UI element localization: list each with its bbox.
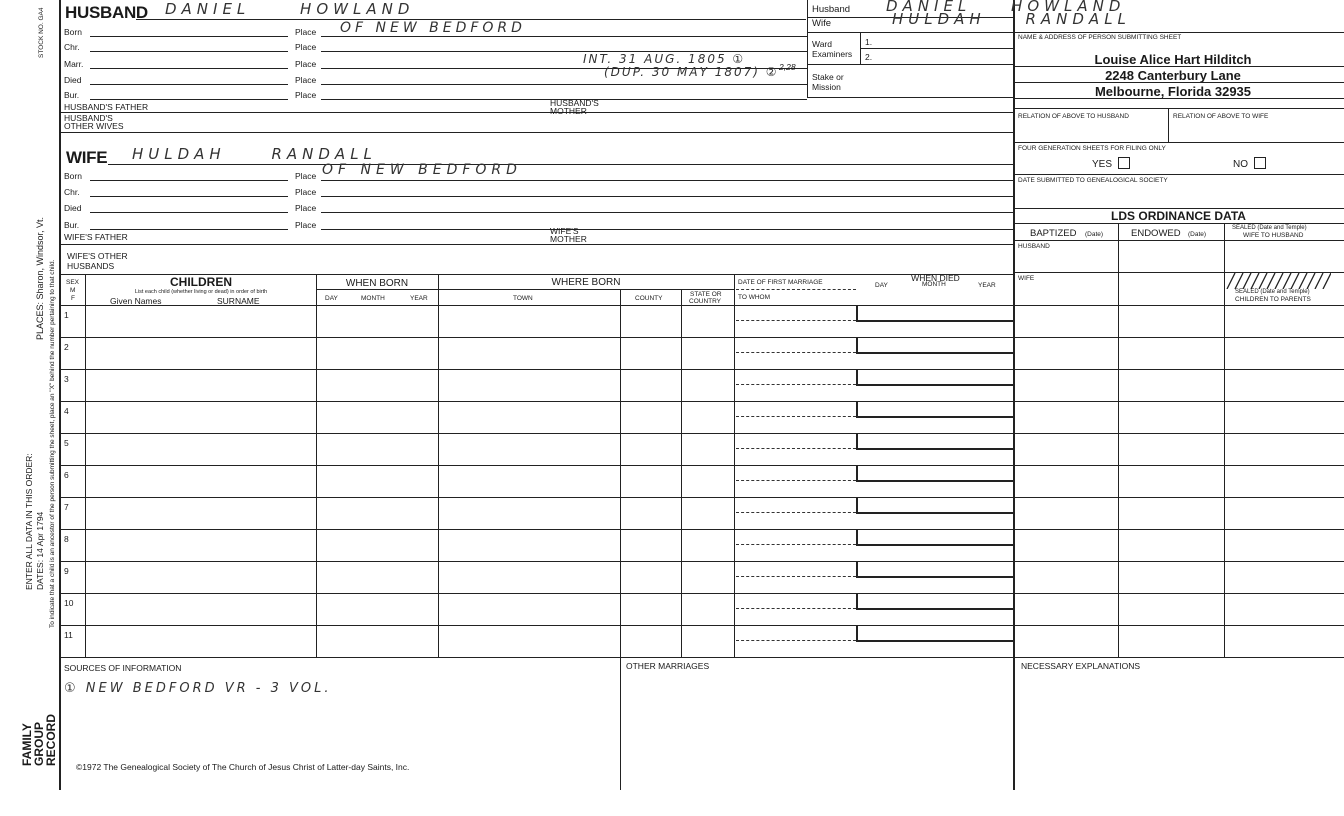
sex-header: SEX: [66, 279, 80, 286]
wife-bur-label: Bur.: [64, 220, 80, 230]
husband-died-label: Died: [64, 75, 82, 85]
child-died-line: [856, 320, 1013, 322]
header-husband-label: Husband: [812, 4, 851, 15]
header-wife-label: Wife: [812, 18, 831, 29]
submitter-city-line: [1013, 98, 1344, 99]
county-header: COUNTY: [635, 295, 663, 302]
footer-divider: [620, 657, 621, 790]
lds-sealed-children-1: SEALED (Date and Temple): [1235, 289, 1310, 295]
four-gen-bottom: [1013, 174, 1344, 175]
date-submitted-label: DATE SUBMITTED TO GENEALOGICAL SOCIETY: [1018, 177, 1168, 184]
husband-chr-line[interactable]: [90, 51, 288, 52]
husband-mother-label: HUSBAND'S MOTHER: [550, 98, 599, 116]
dates-instruction: DATES: 14 Apr 1794: [35, 511, 45, 590]
right-top-line: [1013, 32, 1344, 33]
submitter-name: Louise Alice Hart Hilditch: [1094, 52, 1252, 67]
wife-born-place-label: Place: [295, 171, 317, 181]
indicate-instruction: To indicate that a child is an ancestor of the person submitting the sheet, place an "X" behind the number pertaining to that child.: [49, 259, 56, 628]
town-header: TOWN: [513, 295, 533, 302]
wife-born-place-line[interactable]: [321, 180, 1013, 181]
wife-chr-line[interactable]: [90, 196, 288, 197]
child-marriage-dash: [736, 384, 856, 385]
lds-title: LDS ORDINANCE DATA: [1111, 209, 1246, 223]
child-died-line: [856, 352, 1013, 354]
child-died-notch: [856, 402, 858, 417]
child-died-line: [856, 416, 1013, 418]
state-header-1: STATE OR: [690, 291, 722, 298]
child-died-notch: [856, 466, 858, 481]
wife-name: HULDAH RANDALL: [132, 145, 377, 163]
child-died-notch: [856, 498, 858, 513]
husband-born-label: Born: [64, 27, 82, 37]
other-marriages-label: OTHER MARRIAGES: [626, 661, 710, 671]
when-born-sub-line: [316, 289, 438, 290]
husband-marr-line[interactable]: [90, 68, 288, 69]
children-header: CHILDREN: [170, 275, 232, 289]
husband-bur-place-label: Place: [295, 90, 317, 100]
child-row-number: 7: [64, 502, 69, 512]
child-died-notch: [856, 594, 858, 609]
children-list-note: List each child (whether living or dead) in order of birth: [134, 289, 268, 295]
child-died-notch: [856, 306, 858, 321]
husband-born-place-line[interactable]: [321, 36, 807, 37]
header-wife-value: HULDAH RANDALL: [892, 10, 1131, 28]
wife-heading: WIFE: [66, 148, 108, 167]
child-died-line: [856, 384, 1013, 386]
husband-marr-note-2: (DUP. 30 MAY 1807) ②: [604, 65, 779, 79]
first-marriage-header: DATE OF FIRST MARRIAGE: [738, 279, 823, 286]
header-husband-value: DANIEL HOWLAND: [886, 0, 1126, 15]
husband-died-place-label: Place: [295, 75, 317, 85]
sealed-hatch: [1225, 273, 1331, 289]
lds-baptized-date-tag: (Date): [1085, 231, 1104, 238]
child-marriage-dash: [736, 608, 856, 609]
child-died-notch: [856, 562, 858, 577]
wife-born-place: OF NEW BEDFORD: [322, 162, 522, 178]
wife-chr-place-line[interactable]: [321, 196, 1013, 197]
examiner-2-line: [807, 64, 1013, 65]
sources-text: ① NEW BEDFORD VR - 3 VOL.: [64, 681, 332, 696]
wife-born-label: Born: [64, 171, 82, 181]
header-wife-line: [807, 32, 1013, 33]
child-marriage-dash: [736, 352, 856, 353]
lds-husband-row: HUSBAND: [1018, 243, 1050, 250]
husband-father-label: HUSBAND'S FATHER: [64, 102, 149, 112]
child-row-number: 10: [64, 598, 74, 608]
lds-endowed-date-tag: (Date): [1188, 231, 1207, 238]
when-born-header: WHEN BORN: [345, 278, 409, 289]
enter-all-instruction: ENTER ALL DATA IN THIS ORDER:: [24, 453, 34, 590]
child-row-number: 4: [64, 406, 69, 416]
born-month-header: MONTH: [361, 295, 385, 302]
child-died-line: [856, 448, 1013, 450]
four-gen-label: FOUR GENERATION SHEETS FOR FILING ONLY: [1018, 145, 1166, 152]
relation-wife-label: RELATION OF ABOVE TO WIFE: [1173, 113, 1269, 120]
wife-chr-place-label: Place: [295, 187, 317, 197]
child-died-notch: [856, 530, 858, 545]
child-died-notch: [856, 434, 858, 449]
husband-bur-line[interactable]: [90, 99, 288, 100]
stock-number: STOCK NO. GA4: [38, 7, 45, 58]
husband-heading: HUSBAND: [65, 3, 148, 22]
child-died-line: [856, 480, 1013, 482]
husband-bur-label: Bur.: [64, 90, 80, 100]
form-title-line3: RECORD: [44, 713, 58, 766]
husband-died-place-line[interactable]: [321, 84, 807, 85]
surname-header: SURNAME: [217, 296, 260, 306]
form-title-line2: GROUP: [32, 721, 46, 766]
child-row-number: 3: [64, 374, 69, 384]
died-month-header: MONTH: [922, 281, 946, 288]
ward-label: Ward: [812, 39, 832, 49]
wife-mother-label: WIFE'S MOTHER: [550, 226, 587, 244]
submitter-street-line: [1013, 82, 1344, 83]
submitter-street: 2248 Canterbury Lane: [1105, 68, 1241, 83]
child-died-notch: [856, 370, 858, 385]
examiner-1: 1.: [865, 37, 873, 47]
places-instruction: PLACES: Sharon, Windsor, Vt.: [35, 216, 45, 340]
form-title-line1: FAMILY: [20, 723, 34, 766]
wife-died-line[interactable]: [90, 212, 288, 213]
lds-wife-row: WIFE: [1018, 275, 1035, 282]
child-row-number: 9: [64, 566, 69, 576]
wife-father-label: WIFE'S FATHER: [64, 232, 128, 242]
header-right-divider: [807, 0, 808, 97]
examiner-1-line: [860, 48, 1013, 49]
submitter-label: NAME & ADDRESS OF PERSON SUBMITTING SHEET: [1018, 34, 1182, 41]
wife-died-place-label: Place: [295, 203, 317, 213]
husband-other-wives-label: HUSBAND'S OTHER WIVES: [64, 113, 124, 131]
sources-label: SOURCES OF INFORMATION: [64, 663, 182, 673]
wife-father-line: [60, 244, 1013, 245]
child-marriage-dash: [736, 512, 856, 513]
child-row-number: 11: [64, 630, 73, 640]
child-died-line: [856, 544, 1013, 546]
child-row-number: 1: [64, 310, 69, 320]
when-died-header: WHEN DIED: [911, 273, 960, 283]
lds-endowed: ENDOWED: [1131, 228, 1181, 239]
examiners-label: Examiners: [812, 49, 853, 59]
explanations-label: NECESSARY EXPLANATIONS: [1021, 661, 1141, 671]
child-marriage-dash: [736, 640, 856, 641]
wife-died-place-line[interactable]: [321, 212, 1013, 213]
died-year-header: YEAR: [978, 282, 996, 289]
died-day-header: DAY: [875, 282, 888, 289]
husband-chr-place-label: Place: [295, 42, 317, 52]
lds-wife-bottom: [1013, 305, 1344, 306]
given-names-header: Given Names: [110, 296, 162, 306]
child-marriage-dash: [736, 320, 856, 321]
relation-divider: [1168, 108, 1169, 142]
lds-header-bottom: [1013, 240, 1344, 241]
lds-col-1: [1118, 223, 1119, 657]
first-marriage-dash: [736, 289, 856, 290]
right-column-divider: [1013, 0, 1015, 790]
wife-born-line[interactable]: [90, 180, 288, 181]
relation-top: [1013, 108, 1344, 109]
sex-f: F: [71, 295, 75, 302]
submitter-name-line: [1013, 66, 1344, 67]
yes-checkbox[interactable]: [1118, 157, 1130, 169]
child-marriage-dash: [736, 480, 856, 481]
children-bottom: [60, 657, 1344, 658]
state-header-2: COUNTRY: [689, 298, 722, 305]
child-died-notch: [856, 338, 858, 353]
lds-sealed-children-2: CHILDREN TO PARENTS: [1235, 296, 1311, 303]
child-died-line: [856, 608, 1013, 610]
husband-chr-label: Chr.: [64, 42, 80, 52]
born-day-header: DAY: [325, 295, 338, 302]
child-row-number: 8: [64, 534, 69, 544]
child-marriage-dash: [736, 544, 856, 545]
husband-born-place: OF NEW BEDFORD: [340, 20, 526, 36]
child-died-line: [856, 640, 1013, 642]
child-died-line: [856, 576, 1013, 578]
husband-section-bottom: [60, 132, 1013, 133]
lds-sealed-wife-2: WIFE TO HUSBAND: [1243, 232, 1304, 239]
child-row-number: 2: [64, 342, 69, 352]
husband-marr-note-1: INT. 31 AUG. 1805 ①: [583, 52, 746, 66]
lds-sealed-wife-1: SEALED (Date and Temple): [1232, 225, 1307, 231]
wife-bur-line[interactable]: [90, 229, 288, 230]
wife-chr-label: Chr.: [64, 187, 80, 197]
husband-marr-label: Marr.: [64, 59, 84, 69]
born-year-header: YEAR: [410, 295, 428, 302]
child-died-notch: [856, 626, 858, 641]
form-left-border: [59, 0, 61, 790]
submitter-city: Melbourne, Florida 32935: [1094, 84, 1252, 99]
relation-bottom: [1013, 142, 1344, 143]
husband-born-place-label: Place: [295, 27, 317, 37]
child-marriage-dash: [736, 416, 856, 417]
child-row-number: 5: [64, 438, 69, 448]
where-born-sub-line: [438, 289, 734, 290]
husband-marr-place-label: Place: [295, 59, 317, 69]
lds-baptized: BAPTIZED: [1030, 228, 1077, 239]
stake-bottom: [807, 97, 1013, 98]
wife-bur-place-label: Place: [295, 220, 317, 230]
copyright: ©1972 The Genealogical Society of The Church of Jesus Christ of Latter-day Saints, Inc.: [76, 762, 410, 772]
yes-label: YES: [1092, 159, 1113, 170]
sex-m: M: [70, 287, 76, 294]
examiner-2: 2.: [865, 52, 873, 62]
relation-husband-label: RELATION OF ABOVE TO HUSBAND: [1018, 113, 1129, 120]
child-died-line: [856, 512, 1013, 514]
stake-label: Stake or Mission: [812, 72, 844, 92]
husband-died-line[interactable]: [90, 84, 288, 85]
child-marriage-dash: [736, 576, 856, 577]
husband-marr-note-ref: 2,28: [779, 62, 796, 72]
husband-father-line: [60, 112, 1013, 113]
child-marriage-dash: [736, 448, 856, 449]
wife-other-husbands-label: WIFE'S OTHER HUSBANDS: [67, 251, 128, 271]
husband-name: DANIEL HOWLAND: [165, 0, 415, 18]
wife-died-label: Died: [64, 203, 82, 213]
lds-title-bottom: [1013, 223, 1344, 224]
no-label: NO: [1233, 159, 1248, 170]
no-checkbox[interactable]: [1254, 157, 1266, 169]
husband-born-line[interactable]: [90, 36, 288, 37]
child-row-number: 6: [64, 470, 69, 480]
where-born-header: WHERE BORN: [551, 277, 621, 288]
wife-name-line: [108, 164, 1013, 165]
to-whom-header: TO WHOM: [738, 294, 771, 301]
wife-bur-place-line[interactable]: [321, 229, 1013, 230]
